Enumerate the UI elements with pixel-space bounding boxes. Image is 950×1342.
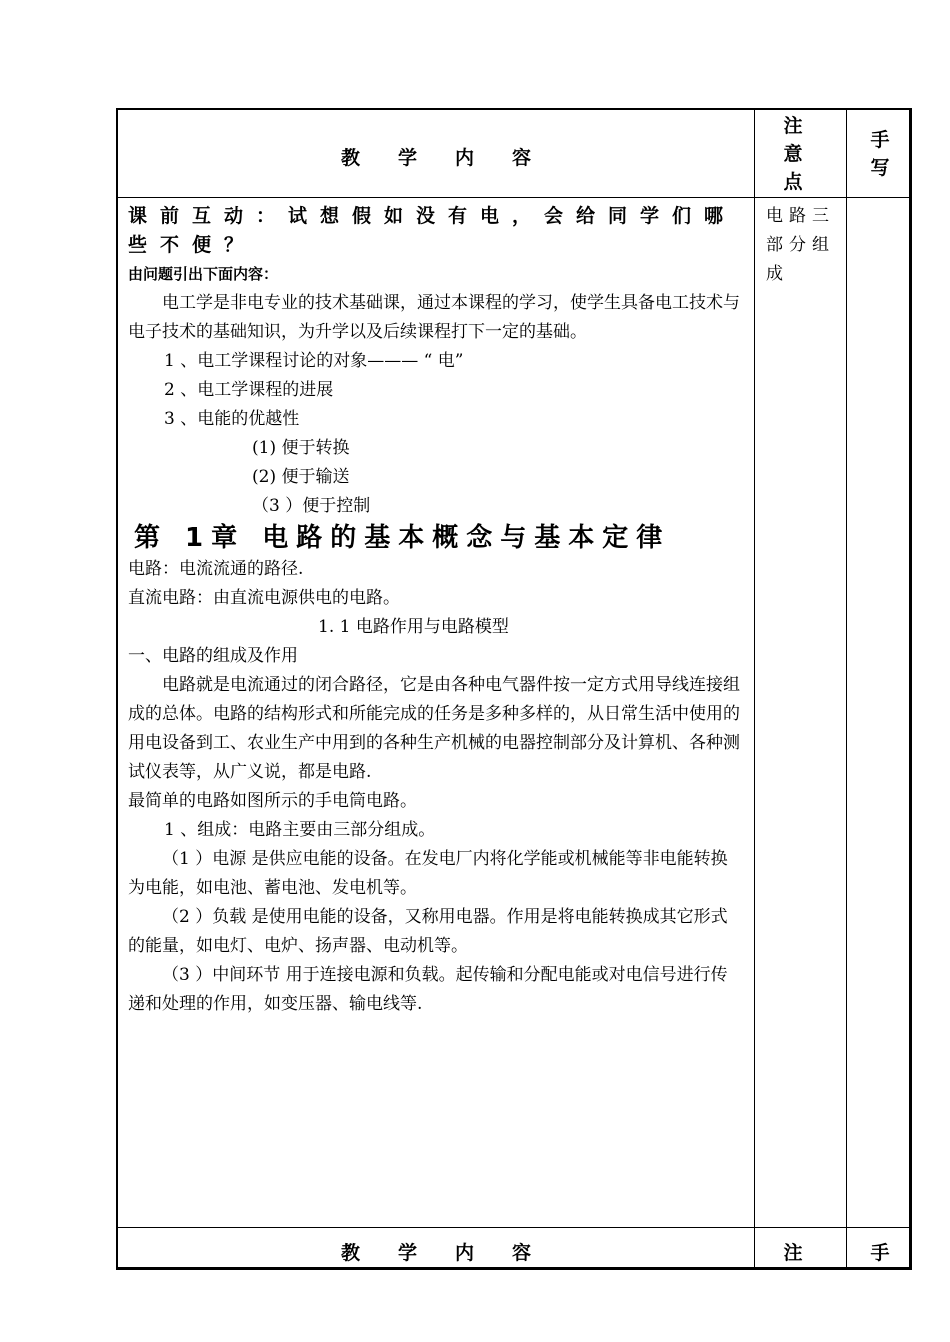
header-content-label: 教学内容 xyxy=(340,147,569,169)
column-divider-notes xyxy=(754,110,755,1267)
header-handwrite-label: 手写 xyxy=(870,129,890,179)
sub-list-item: (1) 便于转换 xyxy=(252,438,350,458)
footer-header-divider xyxy=(118,1227,909,1228)
chapter-title: 第 1章 电路的基本概念与基本定律 xyxy=(134,523,671,553)
definition-dc-circuit: 直流电路：由直流电源供电的电路。 xyxy=(128,588,400,608)
subsection-heading: 一、电路的组成及作用 xyxy=(128,646,298,666)
section-title: 1. 1 电路作用与电路模型 xyxy=(318,617,509,637)
content-cell xyxy=(128,202,743,1019)
circuit-paragraph: 电路就是电流通过的闭合路径，它是由各种电气器件按一定方式用导线连接组成的总体。电路的结构形式和所能完成的任务是多种多样的，从日常生活中使用的用电设备到工、农业生产中用到的各种生产机械的电器控制部分及计算机、各种测试仪表等，从广义说，都是电路. xyxy=(128,675,740,782)
footer-handwrite-label: 手 xyxy=(870,1242,890,1264)
component-load: （2 ）负载 是使用电能的设备，又称用电器。作用是将电能转换成其它形式的能量，如电灯、电炉、扬声器、电动机等。 xyxy=(128,907,728,956)
header-notes-label: 注意点 xyxy=(783,115,803,193)
sub-list-item: （3 ）便于控制 xyxy=(252,496,371,516)
list-item: 2 、电工学课程的进展 xyxy=(164,380,334,400)
composition-intro: 1 、组成：电路主要由三部分组成。 xyxy=(164,820,436,840)
flashlight-paragraph: 最简单的电路如图所示的手电筒电路。 xyxy=(128,791,417,811)
footer-notes-label: 注 xyxy=(783,1242,803,1264)
header-divider xyxy=(118,197,909,198)
column-divider-handwrite xyxy=(846,110,847,1267)
list-item: 3 、电能的优越性 xyxy=(164,409,300,429)
component-source: （1 ）电源 是供应电能的设备。在发电厂内将化学能或机械能等非电能转换为电能，如电池、蓄电池、发电机等。 xyxy=(128,849,728,898)
footer-content-label: 教学内容 xyxy=(340,1242,569,1264)
list-item: 1 、电工学课程讨论的对象——— “ 电” xyxy=(164,351,464,371)
lead-text: 由问题引出下面内容： xyxy=(128,265,279,283)
lesson-table xyxy=(116,108,912,1270)
notes-cell: 电路三部分组成 xyxy=(766,206,835,284)
component-intermediate: （3 ）中间环节 用于连接电源和负载。起传输和分配电能或对电信号进行传递和处理的作用，如变压器、输电线等. xyxy=(128,965,728,1014)
interactive-question: 课前互动：试想假如没有电，会给同学们哪些不便？ xyxy=(128,205,737,256)
sub-list-item: (2) 便于输送 xyxy=(252,467,350,487)
intro-paragraph: 电工学是非电专业的技术基础课，通过本课程的学习，使学生具备电工技术与电子技术的基础知识，为升学以及后续课程打下一定的基础。 xyxy=(128,293,740,342)
definition-circuit: 电路：电流流通的路径. xyxy=(128,559,304,579)
